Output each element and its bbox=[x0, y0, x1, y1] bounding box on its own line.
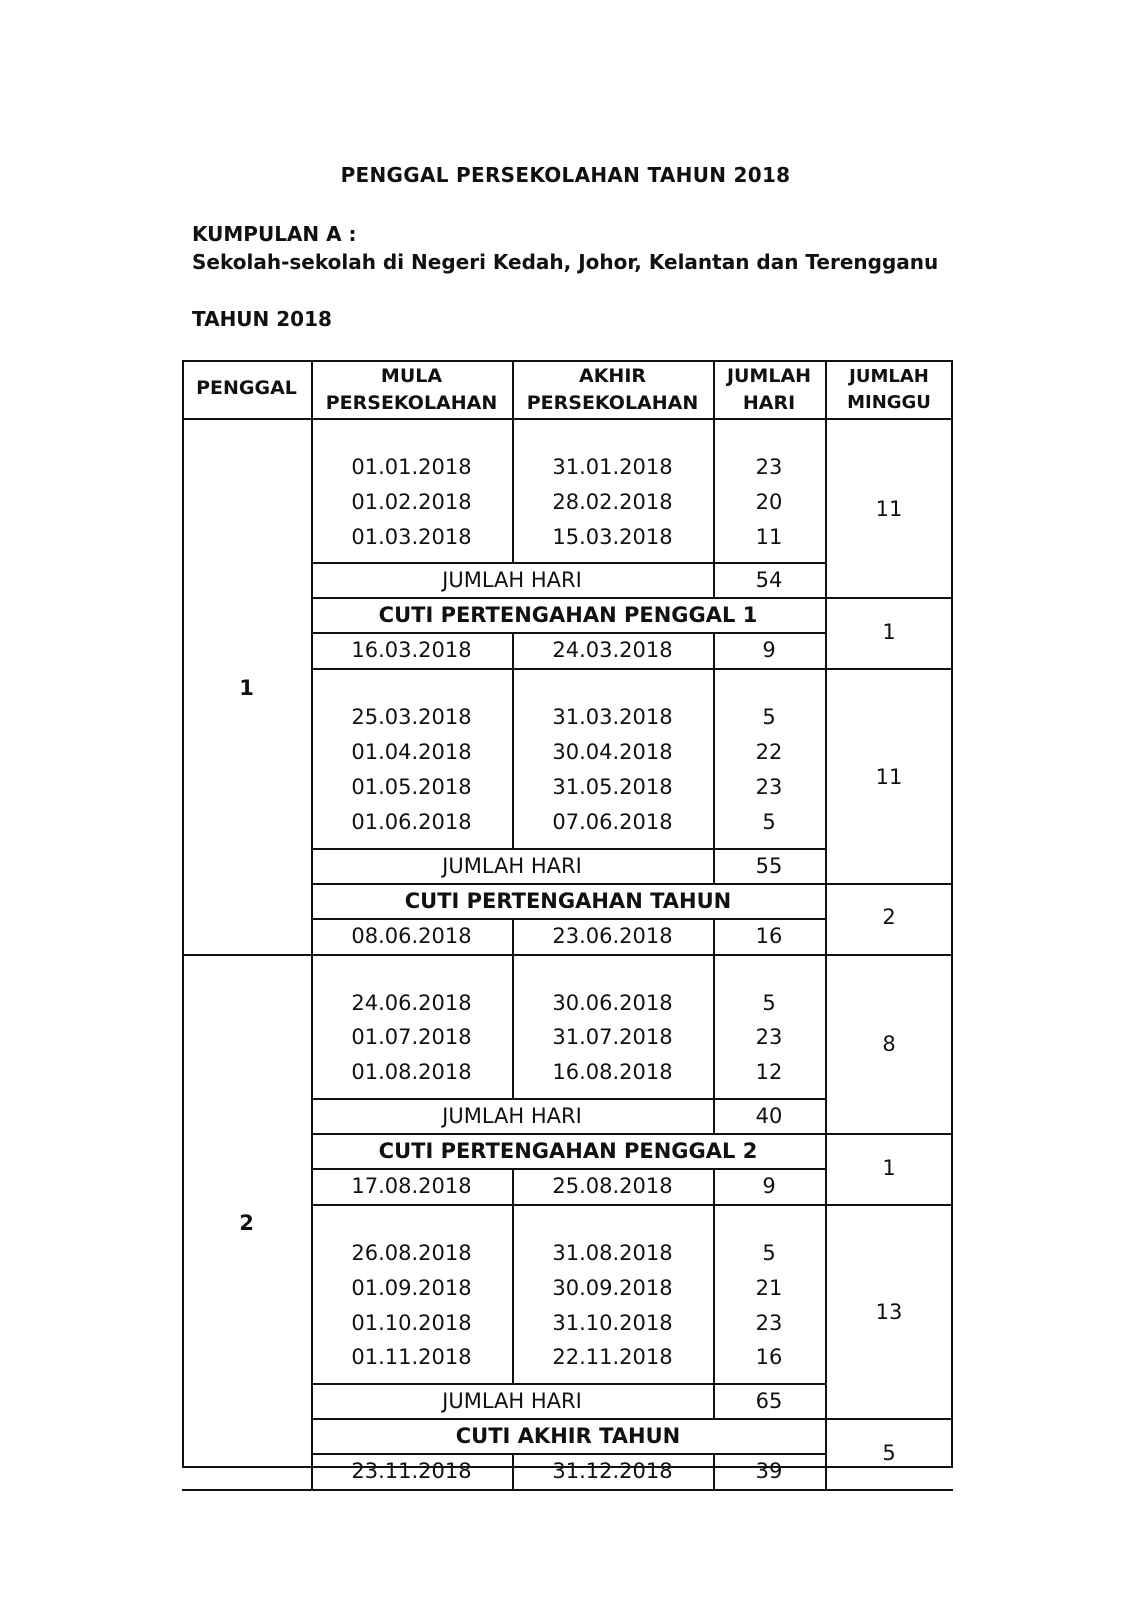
group-heading: KUMPULAN A : bbox=[192, 222, 357, 246]
days-count: 5 bbox=[762, 1241, 776, 1265]
states-description: Sekolah-sekolah di Negeri Kedah, Johor, Kelantan dan Terengganu bbox=[192, 250, 939, 274]
date-end: 30.04.2018 bbox=[552, 740, 673, 765]
date-end: 28.02.2018 bbox=[552, 489, 673, 514]
total-row-top bbox=[311, 1098, 825, 1100]
date-end: 16.08.2018 bbox=[552, 1060, 673, 1085]
date-end: 15.03.2018 bbox=[552, 524, 673, 549]
holiday-weeks: 1 bbox=[882, 1155, 896, 1180]
date-start: 01.11.2018 bbox=[351, 1345, 472, 1370]
days-count: 23 bbox=[755, 455, 783, 479]
date-end: 31.07.2018 bbox=[552, 1025, 673, 1050]
date-end: 30.09.2018 bbox=[552, 1275, 673, 1300]
holiday-date-start: 08.06.2018 bbox=[351, 923, 472, 948]
days-count: 12 bbox=[755, 1060, 783, 1085]
days-count: 23 bbox=[755, 1310, 783, 1335]
holiday-days: 9 bbox=[762, 1174, 776, 1198]
holiday-weeks: 2 bbox=[882, 905, 896, 930]
date-start: 01.07.2018 bbox=[351, 1025, 472, 1050]
holiday-weeks: 5 bbox=[882, 1440, 896, 1465]
total-days-label: JUMLAH HARI bbox=[442, 1389, 582, 1414]
date-start: 24.06.2018 bbox=[351, 990, 472, 1015]
holiday-weeks: 1 bbox=[882, 619, 896, 644]
date-start: 01.08.2018 bbox=[351, 1060, 472, 1085]
page-title: PENGGAL PERSEKOLAHAN TAHUN 2018 bbox=[340, 163, 791, 187]
penggal-bottom-border bbox=[182, 1489, 311, 1491]
table-left-border bbox=[182, 360, 184, 1468]
date-start: 01.10.2018 bbox=[351, 1310, 472, 1335]
header-divider bbox=[713, 360, 715, 420]
days-count: 5 bbox=[762, 705, 776, 730]
header-divider bbox=[311, 360, 313, 420]
header-minggu-line2: MINGGU bbox=[847, 392, 931, 413]
days-count: 11 bbox=[755, 524, 783, 549]
date-start: 01.06.2018 bbox=[351, 809, 472, 834]
header-bottom-border bbox=[182, 418, 953, 420]
holiday-date-start: 16.03.2018 bbox=[351, 638, 472, 663]
date-start: 01.05.2018 bbox=[351, 775, 472, 799]
block-bottom-border bbox=[311, 597, 953, 599]
header-penggal: PENGGAL bbox=[196, 377, 297, 399]
holiday-divider bbox=[311, 632, 825, 634]
days-count: 22 bbox=[755, 740, 783, 765]
weeks-count: 11 bbox=[875, 496, 903, 521]
total-row-top bbox=[311, 1383, 825, 1385]
date-start: 01.01.2018 bbox=[351, 455, 472, 479]
holiday-title: CUTI PERTENGAHAN TAHUN bbox=[404, 888, 732, 913]
date-start: 26.08.2018 bbox=[351, 1241, 472, 1265]
days-count: 5 bbox=[762, 809, 776, 834]
block-bottom-border bbox=[311, 1133, 953, 1135]
holiday-days: 9 bbox=[762, 638, 776, 663]
block-bottom-border bbox=[311, 883, 953, 885]
penggal-divider bbox=[311, 420, 313, 956]
penggal-number: 2 bbox=[239, 1211, 254, 1236]
block-bottom-border bbox=[311, 1204, 953, 1206]
table-top-border bbox=[182, 360, 953, 362]
weeks-count: 8 bbox=[882, 1032, 896, 1057]
date-end: 31.01.2018 bbox=[552, 455, 673, 479]
header-mula-line1: MULA bbox=[380, 365, 443, 387]
total-days-label: JUMLAH HARI bbox=[442, 568, 582, 593]
holiday-title: CUTI PERTENGAHAN PENGGAL 1 bbox=[378, 603, 758, 628]
date-end: 30.06.2018 bbox=[552, 990, 673, 1015]
school-term-table bbox=[182, 360, 953, 1484]
total-days-value: 40 bbox=[755, 1104, 783, 1128]
total-row-top bbox=[311, 848, 825, 850]
days-count: 21 bbox=[755, 1275, 783, 1300]
penggal-divider bbox=[311, 956, 313, 1492]
header-divider bbox=[512, 360, 514, 420]
holiday-date-end: 31.12.2018 bbox=[552, 1459, 673, 1484]
days-count: 20 bbox=[755, 489, 783, 514]
days-count: 23 bbox=[755, 775, 783, 799]
holiday-days: 39 bbox=[755, 1459, 783, 1484]
date-end: 07.06.2018 bbox=[552, 809, 673, 834]
holiday-date-start: 17.08.2018 bbox=[351, 1174, 472, 1198]
date-end: 22.11.2018 bbox=[552, 1345, 673, 1370]
year-heading: TAHUN 2018 bbox=[192, 307, 332, 331]
header-hari-line1: JUMLAH bbox=[726, 365, 812, 387]
header-mula-line2: PERSEKOLAHAN bbox=[325, 392, 498, 414]
block-bottom-border bbox=[311, 954, 953, 956]
holiday-date-end: 25.08.2018 bbox=[552, 1174, 673, 1198]
date-start: 01.02.2018 bbox=[351, 489, 472, 514]
header-divider bbox=[825, 360, 827, 420]
date-end: 31.10.2018 bbox=[552, 1310, 673, 1335]
weeks-count: 13 bbox=[875, 1300, 903, 1325]
penggal-bottom-border bbox=[182, 954, 311, 956]
header-akhir-line1: AKHIR bbox=[578, 365, 647, 387]
total-row-top bbox=[311, 562, 825, 564]
holiday-title: CUTI AKHIR TAHUN bbox=[455, 1424, 681, 1449]
holiday-title: CUTI PERTENGAHAN PENGGAL 2 bbox=[378, 1139, 758, 1163]
date-start: 01.04.2018 bbox=[351, 740, 472, 765]
total-days-value: 55 bbox=[755, 853, 783, 878]
date-end: 31.05.2018 bbox=[552, 775, 673, 799]
total-days-value: 54 bbox=[755, 568, 783, 593]
days-count: 5 bbox=[762, 990, 776, 1015]
date-start: 01.09.2018 bbox=[351, 1275, 472, 1300]
holiday-date-end: 24.03.2018 bbox=[552, 638, 673, 663]
holiday-divider bbox=[311, 1168, 825, 1170]
total-days-value: 65 bbox=[755, 1389, 783, 1414]
date-start: 01.03.2018 bbox=[351, 524, 472, 549]
header-hari-line2: HARI bbox=[742, 392, 796, 414]
block-bottom-border bbox=[311, 668, 953, 670]
block-bottom-border bbox=[311, 1418, 953, 1420]
total-days-label: JUMLAH HARI bbox=[442, 853, 582, 878]
holiday-divider bbox=[311, 1453, 825, 1455]
holiday-date-start: 23.11.2018 bbox=[351, 1459, 472, 1484]
total-days-label: JUMLAH HARI bbox=[442, 1104, 582, 1128]
days-count: 23 bbox=[755, 1025, 783, 1050]
date-end: 31.03.2018 bbox=[552, 705, 673, 730]
weeks-count: 11 bbox=[875, 764, 903, 789]
holiday-days: 16 bbox=[755, 923, 783, 948]
header-akhir-line2: PERSEKOLAHAN bbox=[526, 392, 699, 414]
days-count: 16 bbox=[755, 1345, 783, 1370]
block-bottom-border bbox=[311, 1489, 953, 1491]
holiday-date-end: 23.06.2018 bbox=[552, 923, 673, 948]
date-end: 31.08.2018 bbox=[552, 1241, 673, 1265]
penggal-number: 1 bbox=[239, 675, 254, 700]
header-minggu-line1: JUMLAH bbox=[849, 366, 929, 387]
date-start: 25.03.2018 bbox=[351, 705, 472, 730]
holiday-divider bbox=[311, 918, 825, 920]
